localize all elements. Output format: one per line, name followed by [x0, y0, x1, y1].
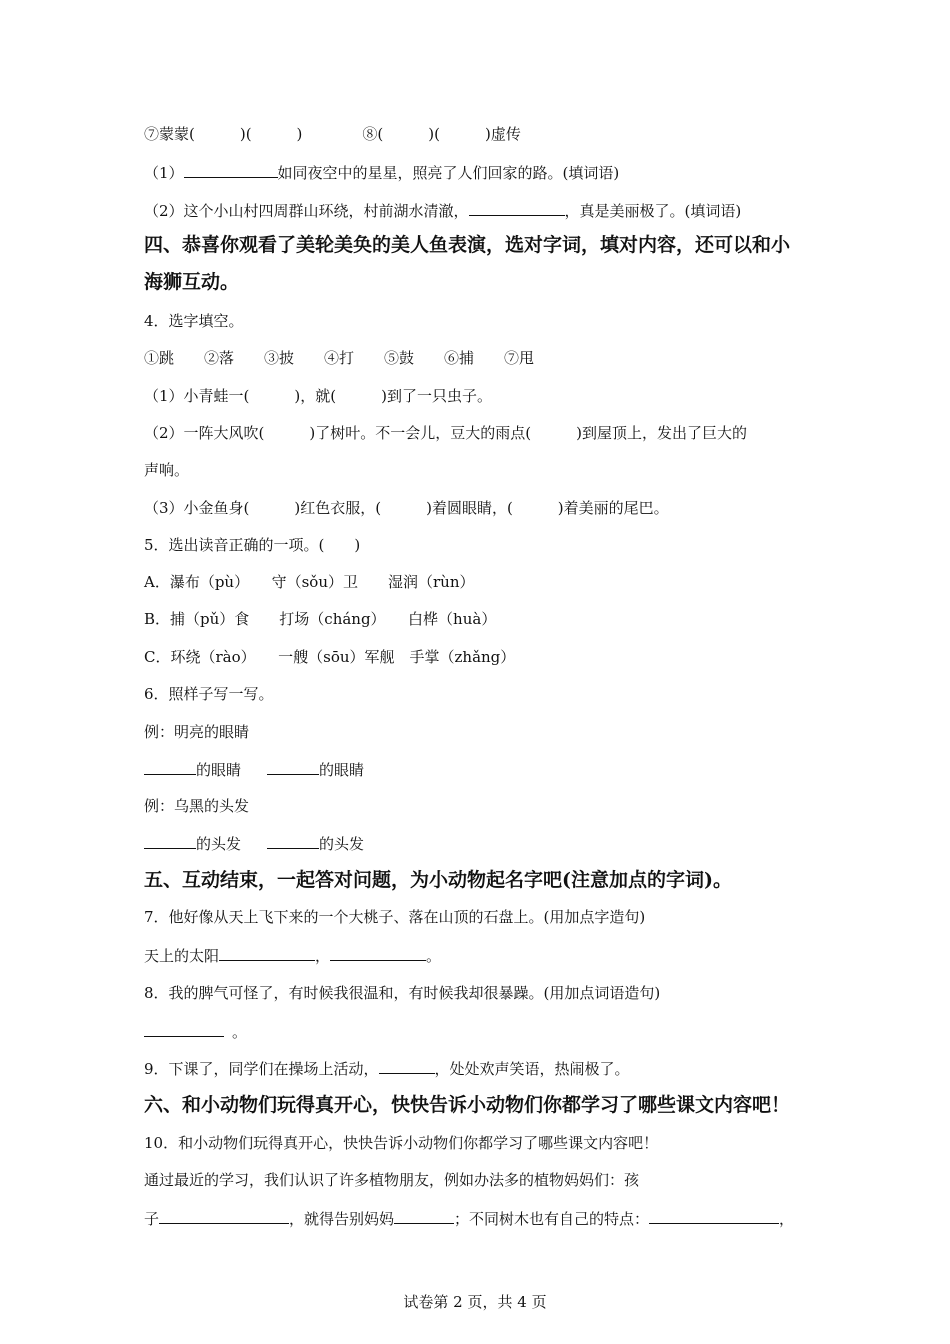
fill2-blank[interactable]	[469, 200, 565, 216]
q9-line	[144, 1058, 630, 1079]
q6-example2: 例：乌黑的头发	[144, 797, 250, 815]
q7-prompt: 7．他好像从天上飞下来的一个大桃子、落在山顶的石盘上。(用加点字造句)	[144, 908, 646, 926]
q7-blank-2[interactable]	[330, 945, 426, 961]
q10-blank-2[interactable]	[394, 1208, 454, 1224]
q10-prompt: 10．和小动物们玩得真开心，快快告诉小动物们你都学习了哪些课文内容吧！	[144, 1134, 659, 1152]
q6-eyes-line	[144, 759, 364, 780]
q8-answer-line	[144, 1021, 247, 1042]
q6-hair-blank-2[interactable]	[267, 833, 319, 849]
q9-suffix: ，处处欢声笑语，热闹极了。	[434, 1060, 630, 1078]
q4-2-line2: 声响。	[144, 461, 190, 479]
q9-blank[interactable]	[379, 1058, 435, 1074]
q4-3: （3）小金鱼身( )红色衣服，( )着圆眼睛，( )着美丽的尾巴。	[144, 499, 669, 517]
q6-hair-blank-1[interactable]	[144, 833, 196, 849]
q7-comma: ，	[315, 947, 331, 965]
q4-1: （1）小青蛙一( )，就( )到了一只虫子。	[144, 387, 492, 405]
section4-heading-line2: 海狮互动。	[144, 271, 240, 293]
q7-answer-line	[144, 945, 441, 966]
section5-heading: 五、互动结束，一起答对问题，为小动物起名字吧(注意加点的字词)。	[144, 869, 732, 891]
q5-option-c: C．环绕（rào） 一艘（sōu）军舰 手掌（zhǎng）	[144, 648, 516, 666]
q6-hair-text-2: 的头发	[319, 835, 365, 853]
fill1-suffix: 如同夜空中的星星，照亮了人们回家的路。(填词语)	[277, 164, 620, 182]
q10-text-c: ；不同树木也有自己的特点：	[454, 1210, 650, 1228]
fill2-prefix: （2）这个小山村四周群山环绕，村前湖水清澈，	[144, 202, 469, 220]
q6-hair-line	[144, 833, 364, 854]
q8-blank[interactable]	[144, 1021, 224, 1037]
fill2-suffix: ，真是美丽极了。(填词语)	[564, 202, 742, 220]
q6-hair-text-1: 的头发	[196, 835, 242, 853]
q10-blank-3[interactable]	[649, 1208, 779, 1224]
q8-period: 。	[232, 1023, 248, 1041]
q7-answer-prefix: 天上的太阳	[144, 947, 220, 965]
q10-text-a: 子	[144, 1210, 160, 1228]
q7-period: 。	[426, 947, 442, 965]
q6-eye-text-1: 的眼睛	[196, 761, 242, 779]
q6-example1: 例：明亮的眼睛	[144, 723, 250, 741]
q7-blank-1[interactable]	[219, 945, 315, 961]
fill2-line	[144, 200, 741, 221]
fill1-line	[144, 162, 619, 183]
section4-heading-line1: 四、恭喜你观看了美轮美奂的美人鱼表演，选对字词，填对内容，还可以和小	[144, 234, 791, 256]
q10-line2	[144, 1208, 794, 1229]
section6-heading: 六、和小动物们玩得真开心，快快告诉小动物们你都学习了哪些课文内容吧！	[144, 1094, 791, 1116]
q5-title: 5．选出读音正确的一项。( )	[144, 536, 361, 554]
q5-option-b: B．捕（pǔ）食 打场（cháng） 白桦（huà）	[144, 610, 497, 628]
q6-title: 6．照样子写一写。	[144, 685, 274, 703]
q10-blank-1[interactable]	[159, 1208, 289, 1224]
q8-prompt: 8．我的脾气可怪了，有时候我很温和，有时候我却很暴躁。(用加点词语造句)	[144, 984, 661, 1002]
q9-prefix: 9．下课了，同学们在操场上活动，	[144, 1060, 379, 1078]
q4-options: ①跳 ②落 ③披 ④打 ⑤鼓 ⑥捕 ⑦甩	[144, 349, 535, 367]
fill1-prefix: （1）	[144, 164, 184, 182]
fill1-blank[interactable]	[184, 162, 278, 178]
q10-text-b: ，就得告别妈妈	[289, 1210, 395, 1228]
q4-title: 4．选字填空。	[144, 312, 244, 330]
q7-8-line: ⑦蒙蒙( )( ) ⑧( )( )虚传	[144, 125, 521, 143]
q10-text-d: ，	[779, 1210, 795, 1228]
q10-line1: 通过最近的学习，我们认识了许多植物朋友，例如办法多的植物妈妈们：孩	[144, 1171, 640, 1189]
q5-option-a: A．瀑布（pù） 守（sǒu）卫 湿润（rùn）	[144, 573, 475, 591]
page-footer: 试卷第 2 页，共 4 页	[403, 1293, 547, 1311]
q4-2-line1: （2）一阵大风吹( )了树叶。不一会儿，豆大的雨点( )到屋顶上，发出了巨大的	[144, 424, 747, 442]
q6-eye-blank-1[interactable]	[144, 759, 196, 775]
q6-eye-text-2: 的眼睛	[319, 761, 365, 779]
q6-eye-blank-2[interactable]	[267, 759, 319, 775]
